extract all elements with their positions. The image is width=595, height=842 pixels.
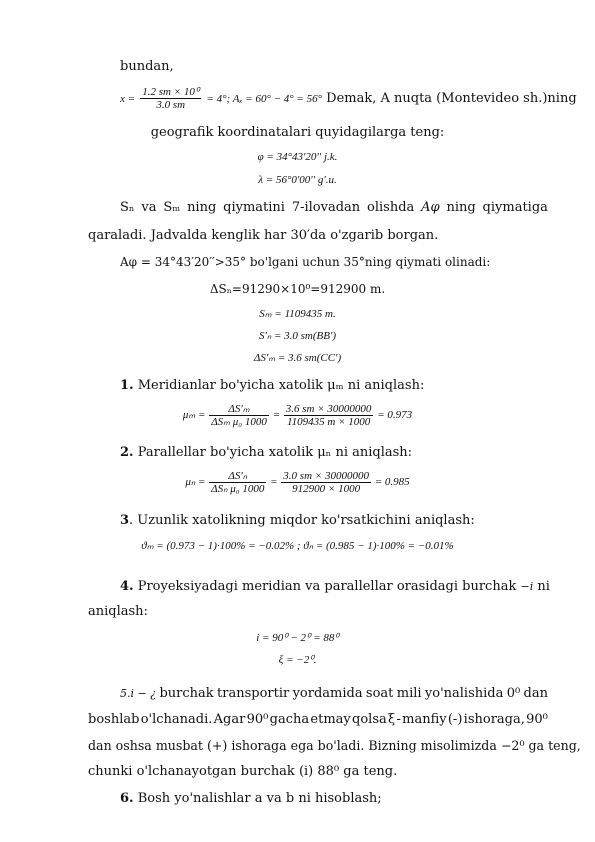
word: transportir	[217, 686, 290, 701]
item2	[120, 444, 412, 461]
i-equation: i = 90⁰ − 2⁰ = 88⁰	[256, 632, 339, 644]
word: qolsa	[352, 712, 387, 727]
mu-n-equation: μₙ = $\frac{\text{ΔS′ₙ}}{\text{ΔSₙ μ₀ 1000}}$ = $\frac{3.0 sm \times 30000000}{912900 \times 1000}$ = 0.985	[185, 470, 410, 495]
mu-n-num1: ΔS′ₙ	[209, 470, 266, 483]
word: ning	[187, 200, 217, 215]
item4-tail: ni	[537, 579, 550, 594]
item3-text: . Uzunlik xatolikning miqdor ko'rsatkichini aniqlash:	[129, 513, 475, 528]
text-bundan: bundan,	[120, 59, 174, 74]
para1-line1	[120, 199, 548, 216]
item4	[120, 578, 550, 595]
word: ξ	[388, 712, 396, 727]
mu-n-frac1	[209, 470, 266, 495]
word: 7-ilovadan	[291, 200, 361, 215]
item4-symbol: −i	[520, 580, 534, 593]
word: qiymatini	[223, 200, 285, 215]
mu-n-lhs: μₙ =	[185, 476, 206, 489]
mu-n-den2: 912900 × 1000	[292, 483, 361, 495]
item3-number: 3	[120, 513, 130, 528]
word: 90⁰	[246, 712, 269, 727]
word: olishda	[367, 200, 415, 215]
eq-x-numerator: 1.2 sm × 10⁰	[142, 86, 200, 98]
word: (-)	[447, 712, 463, 727]
word: o'lchanadi.	[140, 712, 213, 727]
item6	[120, 790, 382, 807]
word: qiymatiga	[482, 200, 548, 215]
word: dan	[523, 686, 548, 701]
item3	[120, 512, 475, 529]
eq-x-lhs: x =	[120, 93, 136, 105]
eq-x-denominator: 3.0 sm	[156, 99, 186, 111]
word: ishoraga,	[463, 712, 525, 727]
mu-n-frac2	[281, 470, 371, 495]
phi-value: φ = 34°43′20′′ j.k.	[257, 151, 338, 163]
mu-m-den1: ΔSₘ μ₀ 1000	[211, 416, 267, 428]
word: Agar	[213, 712, 246, 727]
mu-m-frac2	[284, 403, 374, 428]
item4-number: 4.	[120, 579, 134, 594]
word: manfiy	[402, 712, 447, 727]
mu-m-result: = 0.973	[377, 409, 413, 422]
word: yo'nalishida	[424, 686, 504, 701]
word: etmay	[310, 712, 351, 727]
item6-number: 6.	[120, 791, 134, 806]
word: boshlab	[88, 712, 140, 727]
item2-text: Parallellar bo'yicha xatolik μₙ ni aniqlash:	[137, 445, 413, 460]
mu-m-equation: μₘ = $\frac{\text{ΔS′ₘ}}{\text{ΔSₘ μ₀ 1000}}$ = $\frac{3.6 sm \times 30000000}{1109435 m \times 1000}$ = 0.973	[182, 403, 413, 428]
mu-m-num2: 3.6 sm × 30000000	[285, 403, 372, 415]
word: soat	[365, 686, 394, 701]
mu-m-den2: 1109435 m × 1000	[286, 416, 371, 428]
mu-m-frac1	[209, 403, 269, 428]
mu-n-num2: 3.0 sm × 30000000	[283, 470, 369, 482]
word: Aφ	[421, 200, 440, 215]
word: -	[396, 712, 401, 727]
word: gacha	[269, 712, 310, 727]
word: 5.i − ¿	[120, 687, 157, 700]
para5-line3: dan oshsa musbat (+) ishoraga ega bo'ladi. Bizning misolimizda −2⁰ ga teng,	[88, 738, 581, 753]
item4-text: Proyeksiyadagi meridian va parallellar orasidagi burchak	[137, 579, 517, 594]
word: burchak	[159, 686, 214, 701]
theta-equation: ϑₘ = (0.973 − 1)·100% = −0.02% ; ϑₙ = (0.985 − 1)·100% = −0.01%	[141, 540, 454, 552]
text-geografik: geografik koordinatalari quyidagilarga teng:	[150, 125, 445, 140]
word: mili	[396, 686, 422, 701]
para1-line2: qaraladi. Jadvalda kenglik har 30′da o'zgarib borgan.	[88, 228, 439, 243]
word: ning	[446, 200, 476, 215]
mu-m-num1: ΔS′ₘ	[209, 403, 269, 416]
item1-number: 1.	[120, 378, 134, 393]
xi-equation: ξ = −2⁰.	[278, 654, 317, 666]
eq-x-rest: = 4°; Aₓ = 60° − 4° = 56°	[206, 93, 323, 105]
item1-text: Meridianlar bo'yicha xatolik μₘ ni aniqlash:	[137, 378, 425, 393]
para5-line4: chunki o'lchanayotgan burchak (i) 88⁰ ga teng.	[88, 764, 398, 779]
item2-number: 2.	[120, 445, 134, 460]
item1	[120, 377, 424, 394]
mu-n-result: = 0.985	[374, 476, 410, 489]
mu-m-lhs: μₘ =	[182, 409, 206, 422]
item4-line2: aniqlash:	[88, 604, 148, 619]
para5-line2	[88, 711, 548, 728]
word: va	[141, 200, 157, 215]
word: Sₙ	[120, 200, 135, 215]
mu-n-den1: ΔSₙ μ₀ 1000	[211, 483, 265, 495]
para5-line1	[120, 685, 548, 702]
dsm-prime: ΔS′ₘ = 3.6 sm(CC′)	[253, 352, 342, 364]
lambda-value: λ = 56°0′00′′ g'.u.	[258, 174, 337, 186]
text-demak: Demak, A nuqta (Montevideo sh.)ning	[326, 91, 577, 106]
sn-prime: S′ₙ = 3.0 sm(BB′)	[258, 330, 337, 342]
word: yordamida	[292, 686, 363, 701]
delta-sn: ΔSₙ=91290×10⁰=912900 m.	[209, 282, 386, 296]
item6-text: Bosh yo'nalishlar a va b ni hisoblash;	[137, 791, 382, 806]
word: 90⁰	[526, 712, 548, 727]
eq-x-fraction	[140, 86, 201, 111]
aphi-line: Aφ = 34°43′20′′>35° bo'lgani uchun 35°ning qiymati olinadi:	[120, 255, 491, 269]
sm-value: Sₘ = 1109435 m.	[259, 308, 336, 320]
word: 0⁰	[506, 686, 521, 701]
equation-x-line	[120, 86, 577, 111]
word: Sₘ	[163, 200, 181, 215]
